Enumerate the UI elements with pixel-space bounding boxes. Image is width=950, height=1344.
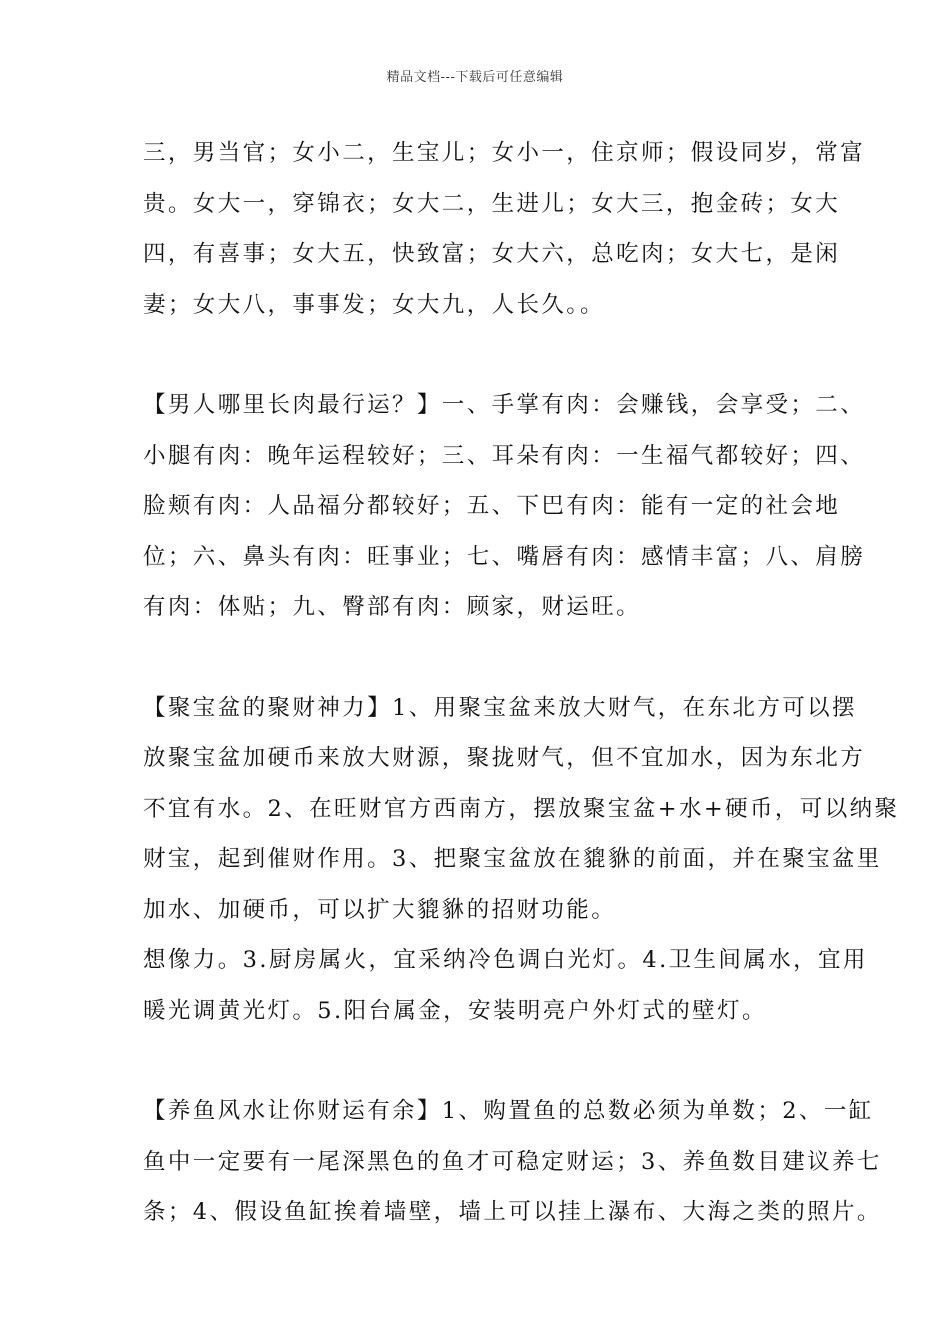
text-line: 条；4、假设鱼缸挨着墙壁，墙上可以挂上瀑布、大海之类的照片。: [143, 1199, 882, 1225]
text-line: 加水、加硬币，可以扩大貔貅的招财功能。: [143, 896, 617, 923]
paragraph-treasure-bowl: [143, 683, 900, 936]
text-line: 贵。女大一，穿锦衣；女大二，生进儿；女大三，抱金砖；女大: [143, 190, 841, 217]
text-line: 妻；女大八，事事发；女大九，人长久。。: [143, 291, 605, 318]
text-line: 【养鱼风水让你财运有余】1、购置鱼的总数必须为单数；2、一缸: [143, 1098, 874, 1124]
text-line: 三，男当官；女小二，生宝儿；女小一，住京师；假设同岁，常富: [143, 140, 866, 166]
paragraph-men-flesh: [143, 380, 866, 633]
text-line: 财宝，起到催财作用。3、把聚宝盆放在貔貅的前面，并在聚宝盆里: [143, 846, 882, 872]
text-line: 鱼中一定要有一尾深黑色的鱼才可稳定财运；3、养鱼数目建议养七: [143, 1148, 882, 1175]
paragraph-gap: [143, 633, 808, 683]
paragraph-fish-fengshui: [143, 1086, 882, 1238]
text-line: 想像力。3.厨房属火，宜采纳冷色调白光灯。4.卫生间属水，宜用: [143, 947, 868, 973]
paragraph-gap: [143, 1036, 808, 1086]
document-body: [143, 128, 900, 1238]
text-line: 不宜有水。2、在旺财官方西南方，摆放聚宝盆+水+硬币，可以纳聚: [143, 795, 900, 822]
text-line: 【男人哪里长肉最行运？】一、手掌有肉：会赚钱，会享受；二、: [143, 392, 866, 418]
paragraph-lighting: [143, 935, 868, 1036]
page-header: 精品文档---下载后可任意编辑: [386, 70, 564, 85]
paragraph-age-gap: [143, 128, 866, 330]
text-line: 暖光调黄光灯。5.阳台属金，安装明亮户外灯式的壁灯。: [143, 997, 767, 1024]
text-line: 有肉：体贴；九、臀部有肉：顾家，财运旺。: [143, 594, 642, 620]
text-line: 四，有喜事；女大五，快致富；女大六，总吃肉；女大七，是闲: [143, 241, 841, 267]
text-line: 位；六、鼻头有肉：旺事业；七、嘴唇有肉：感情丰富；八、肩膀: [143, 543, 866, 570]
text-line: 【聚宝盆的聚财神力】1、用聚宝盆来放大财气，在东北方可以摆: [143, 694, 857, 721]
paragraph-gap: [143, 330, 808, 380]
text-line: 放聚宝盆加硬币来放大财源，聚拢财气，但不宜加水，因为东北方: [143, 745, 866, 771]
text-line: 脸颊有肉：人品福分都较好；五、下巴有肉：能有一定的社会地: [143, 493, 841, 519]
text-line: 小腿有肉：晚年运程较好；三、耳朵有肉：一生福气都较好；四、: [143, 442, 866, 469]
